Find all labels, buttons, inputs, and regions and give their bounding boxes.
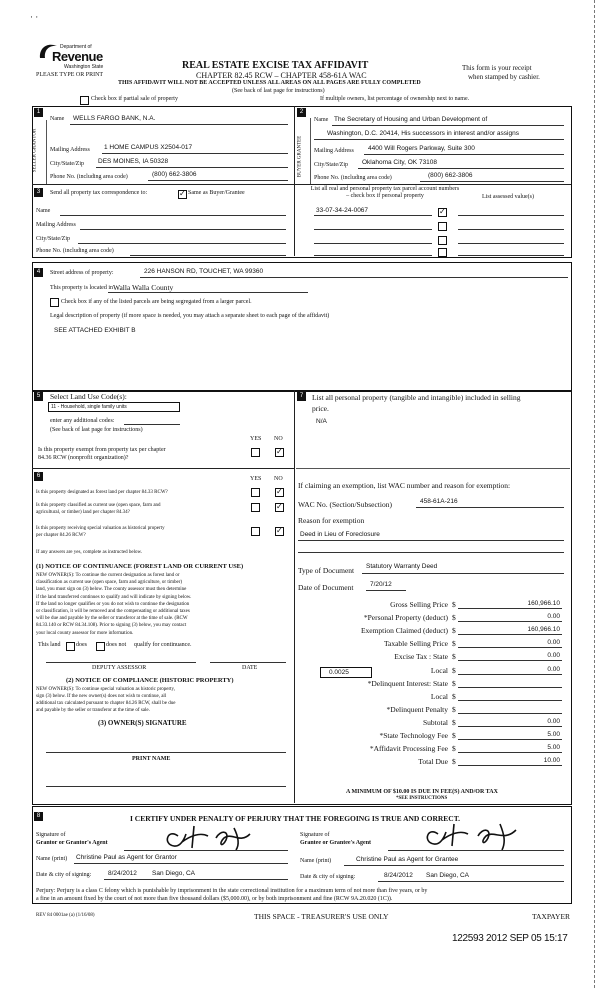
street-label: Street address of property: [50,270,114,276]
calc-row-value[interactable]: 160,966.10 [527,600,560,607]
s5-yes: YES [250,436,262,442]
buyer-mailing[interactable]: 4400 Will Rogers Parkway, Suite 300 [368,145,475,152]
assessed-header: List assessed value(s) [482,194,534,200]
notice-1-line: land, you must sign on (3) below. The county assessor must then determine [36,587,187,593]
calc-row-value[interactable]: 0.00 [547,665,560,673]
grantee-city[interactable]: San Diego, CA [426,872,469,879]
s6-no: NO [274,476,283,482]
buyer-phone[interactable]: (800) 662-3806 [428,172,473,179]
s3-city-label: City/State/Zip [36,236,70,242]
certify-statement: I CERTIFY UNDER PENALTY OF PERJURY THAT THE FOREGOING IS TRUE AND CORRECT. [130,814,461,823]
additional-codes-label: enter any additional codes: [50,418,115,424]
notice-2-title: (2) NOTICE OF COMPLIANCE (HISTORIC PROPERTY) [66,677,234,684]
calc-row-value[interactable]: 160,966.10 [527,626,560,634]
section-2-number: 2 [297,108,306,117]
buyer-mailing-label: Mailing Address [314,148,354,154]
dept-sub: Washington State [64,64,104,70]
calc-row-line [458,634,562,635]
grantee-date[interactable]: 8/24/2012 [384,872,413,879]
notice-1-text [36,572,292,637]
personal-property-label-2: price. [312,404,329,413]
grantee-signature[interactable] [420,820,540,852]
exempt-question-2: 84.36 RCW (nonprofit organization)? [38,455,129,461]
calc-row-dollar: $ [452,652,456,662]
s6-yes: YES [250,476,262,482]
exempt-no-checkbox[interactable] [275,448,284,457]
calc-row-line [458,700,562,701]
calc-row-dollar: $ [452,744,456,754]
notice-1-line: your local county assessor for more information. [36,630,134,636]
segregated-label: Check box if any of the listed parcels are being segregated from a larger parcel. [61,299,252,305]
notice-2-line: NEW OWNER(S): To continue special valuation as historic property, [36,687,175,692]
reason-label: Reason for exemption [298,516,365,525]
buyer-side-label: BUYER GRANTEE [297,135,303,178]
calc-row-line [458,752,562,753]
doc-type-label: Type of Document [298,566,355,575]
grantee-sig-label-1: Signature of [300,832,330,838]
calc-row-label: Gross Selling Price [390,600,448,609]
partial-sale-label: Check box if partial sale of property [91,96,178,102]
seller-name-label: Name [50,116,65,122]
calc-row-value[interactable]: 0.00 [547,717,560,725]
calc-row-label: Exemption Claimed (deduct) [360,626,448,636]
local-rate-box[interactable]: 0.0025 [320,667,372,678]
calc-row-value[interactable]: 5.00 [547,744,560,752]
seller-phone-label: Phone No. (including area code) [50,174,128,180]
doc-date-label: Date of Document [298,583,354,592]
calc-row-dollar: $ [452,678,456,688]
notice-1-line: If the land no longer qualifies or you do not wish to continue the designation [36,601,190,607]
segregated-checkbox[interactable] [50,298,59,307]
date-label: DATE [242,665,258,671]
calc-row-dollar: $ [452,691,456,701]
located-label: This property is located in [50,285,113,291]
seller-mailing-label: Mailing Address [50,147,90,153]
buyer-city-label: City/State/Zip [314,162,348,168]
land-does-not-checkbox[interactable] [96,642,105,651]
minimum-note-1: A MINIMUM OF $10.00 IS DUE IN FEE(S) AND/OR TAX [346,789,498,795]
historic-yes-checkbox[interactable] [251,527,260,536]
legal-label: Legal description of property (if more space is needed, you may attach a separate sheet to each page of the affidavit) [50,313,330,319]
s3-name-label: Name [36,208,51,214]
section-4-number: 4 [34,268,43,277]
street-address[interactable]: 226 HANSON RD, TOUCHET, WA 99360 [144,268,264,275]
notice-1-line: 84.33.140 or RCW 84.34.108). Prior to signing (3) below, you may contact [36,623,187,629]
buyer-name-2[interactable]: Washington, D.C. 20414, His successors in interest and/or assigns [327,130,519,137]
s3-mailing-label: Mailing Address [36,222,76,228]
calc-row-label: *State Technology Fee [379,731,448,740]
forest-question: Is this property designated as forest land per chapter 84.33 RCW? [36,490,168,495]
deputy-assessor-label: DEPUTY ASSESSOR [92,665,147,671]
parcel-3-checkbox[interactable] [438,236,447,245]
exempt-question-1: Is this property exempt from property tax per chapter [38,447,166,453]
grantee-name-label: Name (print) [300,858,332,864]
historic-question-1: Is this property receiving special valuation as historical property [36,526,165,531]
calc-row-dollar: $ [452,639,456,649]
historic-no-checkbox[interactable] [275,527,284,536]
if-yes-note: If any answers are yes, complete as instructed below. [36,550,143,555]
buyer-phone-label: Phone No. (including area code) [314,175,392,181]
land-does-checkbox[interactable] [66,642,75,651]
calc-row-line [458,660,562,661]
seller-phone[interactable]: (800) 662-3806 [152,171,197,178]
receipt-note-1: This form is your receipt [462,64,532,72]
notice-1-line: or classification, it will be removed and the compensating or additional taxes [36,609,190,615]
calc-row-label: *Delinquent Interest: State [367,678,448,688]
print-name-label: PRINT NAME [132,756,171,762]
calc-row-line [458,674,562,675]
county[interactable]: Walla Walla County [113,283,174,292]
form-number: REV 84 0001ae (a) (1/16/08) [36,913,95,918]
treasurer-use-label: THIS SPACE - TREASURER'S USE ONLY [254,912,389,921]
personal-property-label-1: List all personal property (tangible and intangible) included in selling [312,393,521,402]
seller-city[interactable]: DES MOINES, IA 50328 [98,158,169,165]
historic-question-2: per chapter 84.26 RCW? [36,533,86,538]
calc-row-dollar: $ [452,717,456,727]
taxpayer-label: TAXPAYER [532,912,571,921]
notice-2-line: sign (3) below. If the new owner(s) does not wish to continue, all [36,694,167,699]
calc-row-line [458,621,562,622]
exemption-reason[interactable]: Deed in Lieu of Foreclosure [300,531,380,538]
s5-see-back: (See back of last page for instructions) [50,427,143,433]
s3-phone-label: Phone No. (including area code) [36,248,114,254]
calc-row-value[interactable]: 0.00 [547,652,560,660]
notice-1-line: if the land transferred continues to qualify and will indicate by signing below. [36,594,192,600]
seller-side-label: SELLER GRANTOR [32,128,38,173]
calc-row-label: Total Due [418,757,448,767]
calc-row-value[interactable]: 10.00 [543,757,560,765]
calc-row-value[interactable]: 5.00 [547,731,560,738]
parcel-1-personal-checkbox[interactable] [438,208,447,217]
parcel-number-1[interactable]: 33-07-34-24-0067 [316,207,369,214]
wac-number[interactable]: 458-61A-216 [420,498,458,505]
s5-no: NO [274,436,283,442]
calc-row-value[interactable]: 0.00 [547,639,560,647]
dept-line: Department of [60,44,92,50]
land-use-select[interactable]: 11 - Household, single family units [48,402,180,412]
calc-row-label: Local [430,691,448,701]
calc-row-label: Taxable Selling Price [383,639,448,649]
parcel-4-checkbox[interactable] [438,248,447,257]
calc-row-dollar: $ [452,665,456,675]
calc-row-label: Subtotal [422,717,448,727]
grantor-sig-label-1: Signature of [36,832,66,838]
grantor-sig-label-2: Grantor or Grantor's Agent [36,840,108,846]
receipt-note-2: when stamped by cashier. [468,73,540,81]
calc-row-dollar: $ [452,704,456,714]
calc-row-value[interactable]: 0.00 [547,613,560,621]
calc-row-line [458,713,562,714]
form-title: REAL ESTATE EXCISE TAX AFFIDAVIT [182,60,369,71]
parcel-2-checkbox[interactable] [438,222,447,231]
form-chapter: CHAPTER 82.45 RCW – CHAPTER 458-61A WAC [196,71,367,80]
calc-row-label: Local [430,665,448,675]
calc-row-dollar: $ [452,757,456,767]
same-as-label: Same as Buyer/Grantee [188,190,245,196]
parties-frame [32,106,572,258]
section-5-number: 5 [34,392,43,401]
current-use-no-checkbox[interactable] [275,503,284,512]
forest-yes-checkbox[interactable] [251,488,260,497]
calc-row-dollar: $ [452,626,456,636]
buyer-name-label: Name [314,117,329,123]
buyer-city[interactable]: Oklahoma City, OK 73108 [362,159,438,166]
calc-row-dollar: $ [452,613,456,623]
forest-no-checkbox[interactable] [275,488,284,497]
current-use-question-1: Is this property classified as current use (open space, farm and [36,503,161,508]
calc-row-line [458,765,562,766]
please-type: PLEASE TYPE OR PRINT [36,72,104,78]
section-8-number: 8 [34,812,43,821]
calc-row-line [458,726,562,727]
notice-2-line: additional tax calculated pursuant to chapter 84.26 RCW, shall be due [36,701,176,706]
exemption-claim-label: If claiming an exemption, list WAC number and reason for exemption: [298,481,511,490]
notice-2-line: and payable by the seller or transferor at the time of sale. [36,708,150,713]
doc-type[interactable]: Statutory Warranty Deed [366,563,438,570]
grantee-sig-label-2: Grantee or Grantee's Agent [300,840,372,846]
cashier-stamp: 122593 2012 SEP 05 15:17 [452,933,568,944]
calc-row-line [458,647,562,648]
grantor-city[interactable]: San Diego, CA [152,870,195,877]
does-label: does [76,642,87,648]
seller-name[interactable]: WELLS FARGO BANK, N.A. [73,115,156,122]
notice-1-line: classification as current use (open space, farm and agriculture, or timber) [36,580,183,586]
calc-row-line [458,687,562,688]
scan-marks: · · [30,12,39,22]
notice-1-line: will be due and payable by the seller or transferor at the time of sale. (RCW [36,616,188,622]
notice-1-line: NEW OWNER(S): To continue the current designation as forest land or [36,573,180,578]
send-label: Send all property tax correspondence to: [50,190,148,196]
section-7-number: 7 [297,392,306,401]
qualify-label: qualify for continuance. [134,642,192,648]
grantee-date-city-label: Date & city of signing: [300,874,356,880]
same-as-buyer-checkbox[interactable] [178,190,187,199]
calc-row-line [458,739,562,740]
personal-property-value[interactable]: N/A [316,418,327,425]
section-3-number: 3 [34,188,43,197]
perjury-note-2: a fine in an amount fixed by the court of not more than five thousand dollars ($5,000.00), or by both imprisonment and fine (RCW 9A.20.020 (1C)). [36,896,393,902]
buyer-name-1[interactable]: The Secretary of Housing and Urban Development of [334,116,488,123]
calc-row-line [458,608,562,609]
perjury-note-1: Perjury: Perjury is a class C felony which is punishable by imprisonment in the state correctional institution for a maximum term of not more than five years, or by [36,888,428,894]
grantor-name-label: Name (print) [36,856,68,862]
land-use-label: Select Land Use Code(s): [50,392,127,401]
form-warning: THIS AFFIDAVIT WILL NOT BE ACCEPTED UNLESS ALL AREAS ON ALL PAGES ARE FULLY COMPLETED [118,80,421,86]
legal-description[interactable]: SEE ATTACHED EXHIBIT B [54,327,136,334]
calc-row-label: *Personal Property (deduct) [363,613,448,623]
partial-sale-checkbox[interactable] [80,96,89,105]
does-not-label: does not [106,642,127,648]
notice-3-title: (3) OWNER(S) SIGNATURE [98,719,187,727]
grantor-signature[interactable] [160,822,270,852]
calc-row-label: *Delinquent Penalty [386,704,448,714]
current-use-question-2: agricultural, or timber) land per chapter 84.34? [36,510,130,515]
multiple-owners-note: If multiple owners, list percentage of ownership next to name. [320,96,470,102]
calc-row-label: *Affidavit Processing Fee [369,744,448,754]
grantor-name[interactable]: Christine Paul as Agent for Grantor [76,854,177,861]
minimum-note-2: *SEE INSTRUCTIONS [396,796,448,801]
notice-1-title: (1) NOTICE OF CONTINUANCE (FOREST LAND OR CURRENT USE) [36,563,244,570]
logo-text: Revenue [52,49,103,64]
calc-row-label: Excise Tax : State [394,652,448,662]
calc-row-dollar: $ [452,600,456,609]
grantee-name[interactable]: Christine Paul as Agent for Grantee [356,856,459,863]
grantor-date-city-label: Date & city of signing: [36,872,92,878]
section-6-number: 6 [34,472,43,481]
parcel-header: List all real and personal property tax parcel account numbers – check box if personal property [310,186,460,199]
current-use-yes-checkbox[interactable] [251,503,260,512]
grantor-date[interactable]: 8/24/2012 [108,870,137,877]
section-1-number: 1 [34,108,43,117]
wac-label: WAC No. (Section/Subsection) [298,500,392,509]
scan-edge [594,0,595,988]
see-back: (See back of last page for instructions) [232,88,325,94]
seller-mailing[interactable]: 1 HOME CAMPUS X2504-017 [104,144,193,151]
notice-2-text [36,686,292,714]
calc-row-dollar: $ [452,731,456,740]
seller-city-label: City/State/Zip [50,161,84,167]
doc-date[interactable]: 7/20/12 [370,581,392,588]
exempt-yes-checkbox[interactable] [251,448,260,457]
this-land-label: This land [38,642,61,648]
tax-calculation [296,600,568,770]
